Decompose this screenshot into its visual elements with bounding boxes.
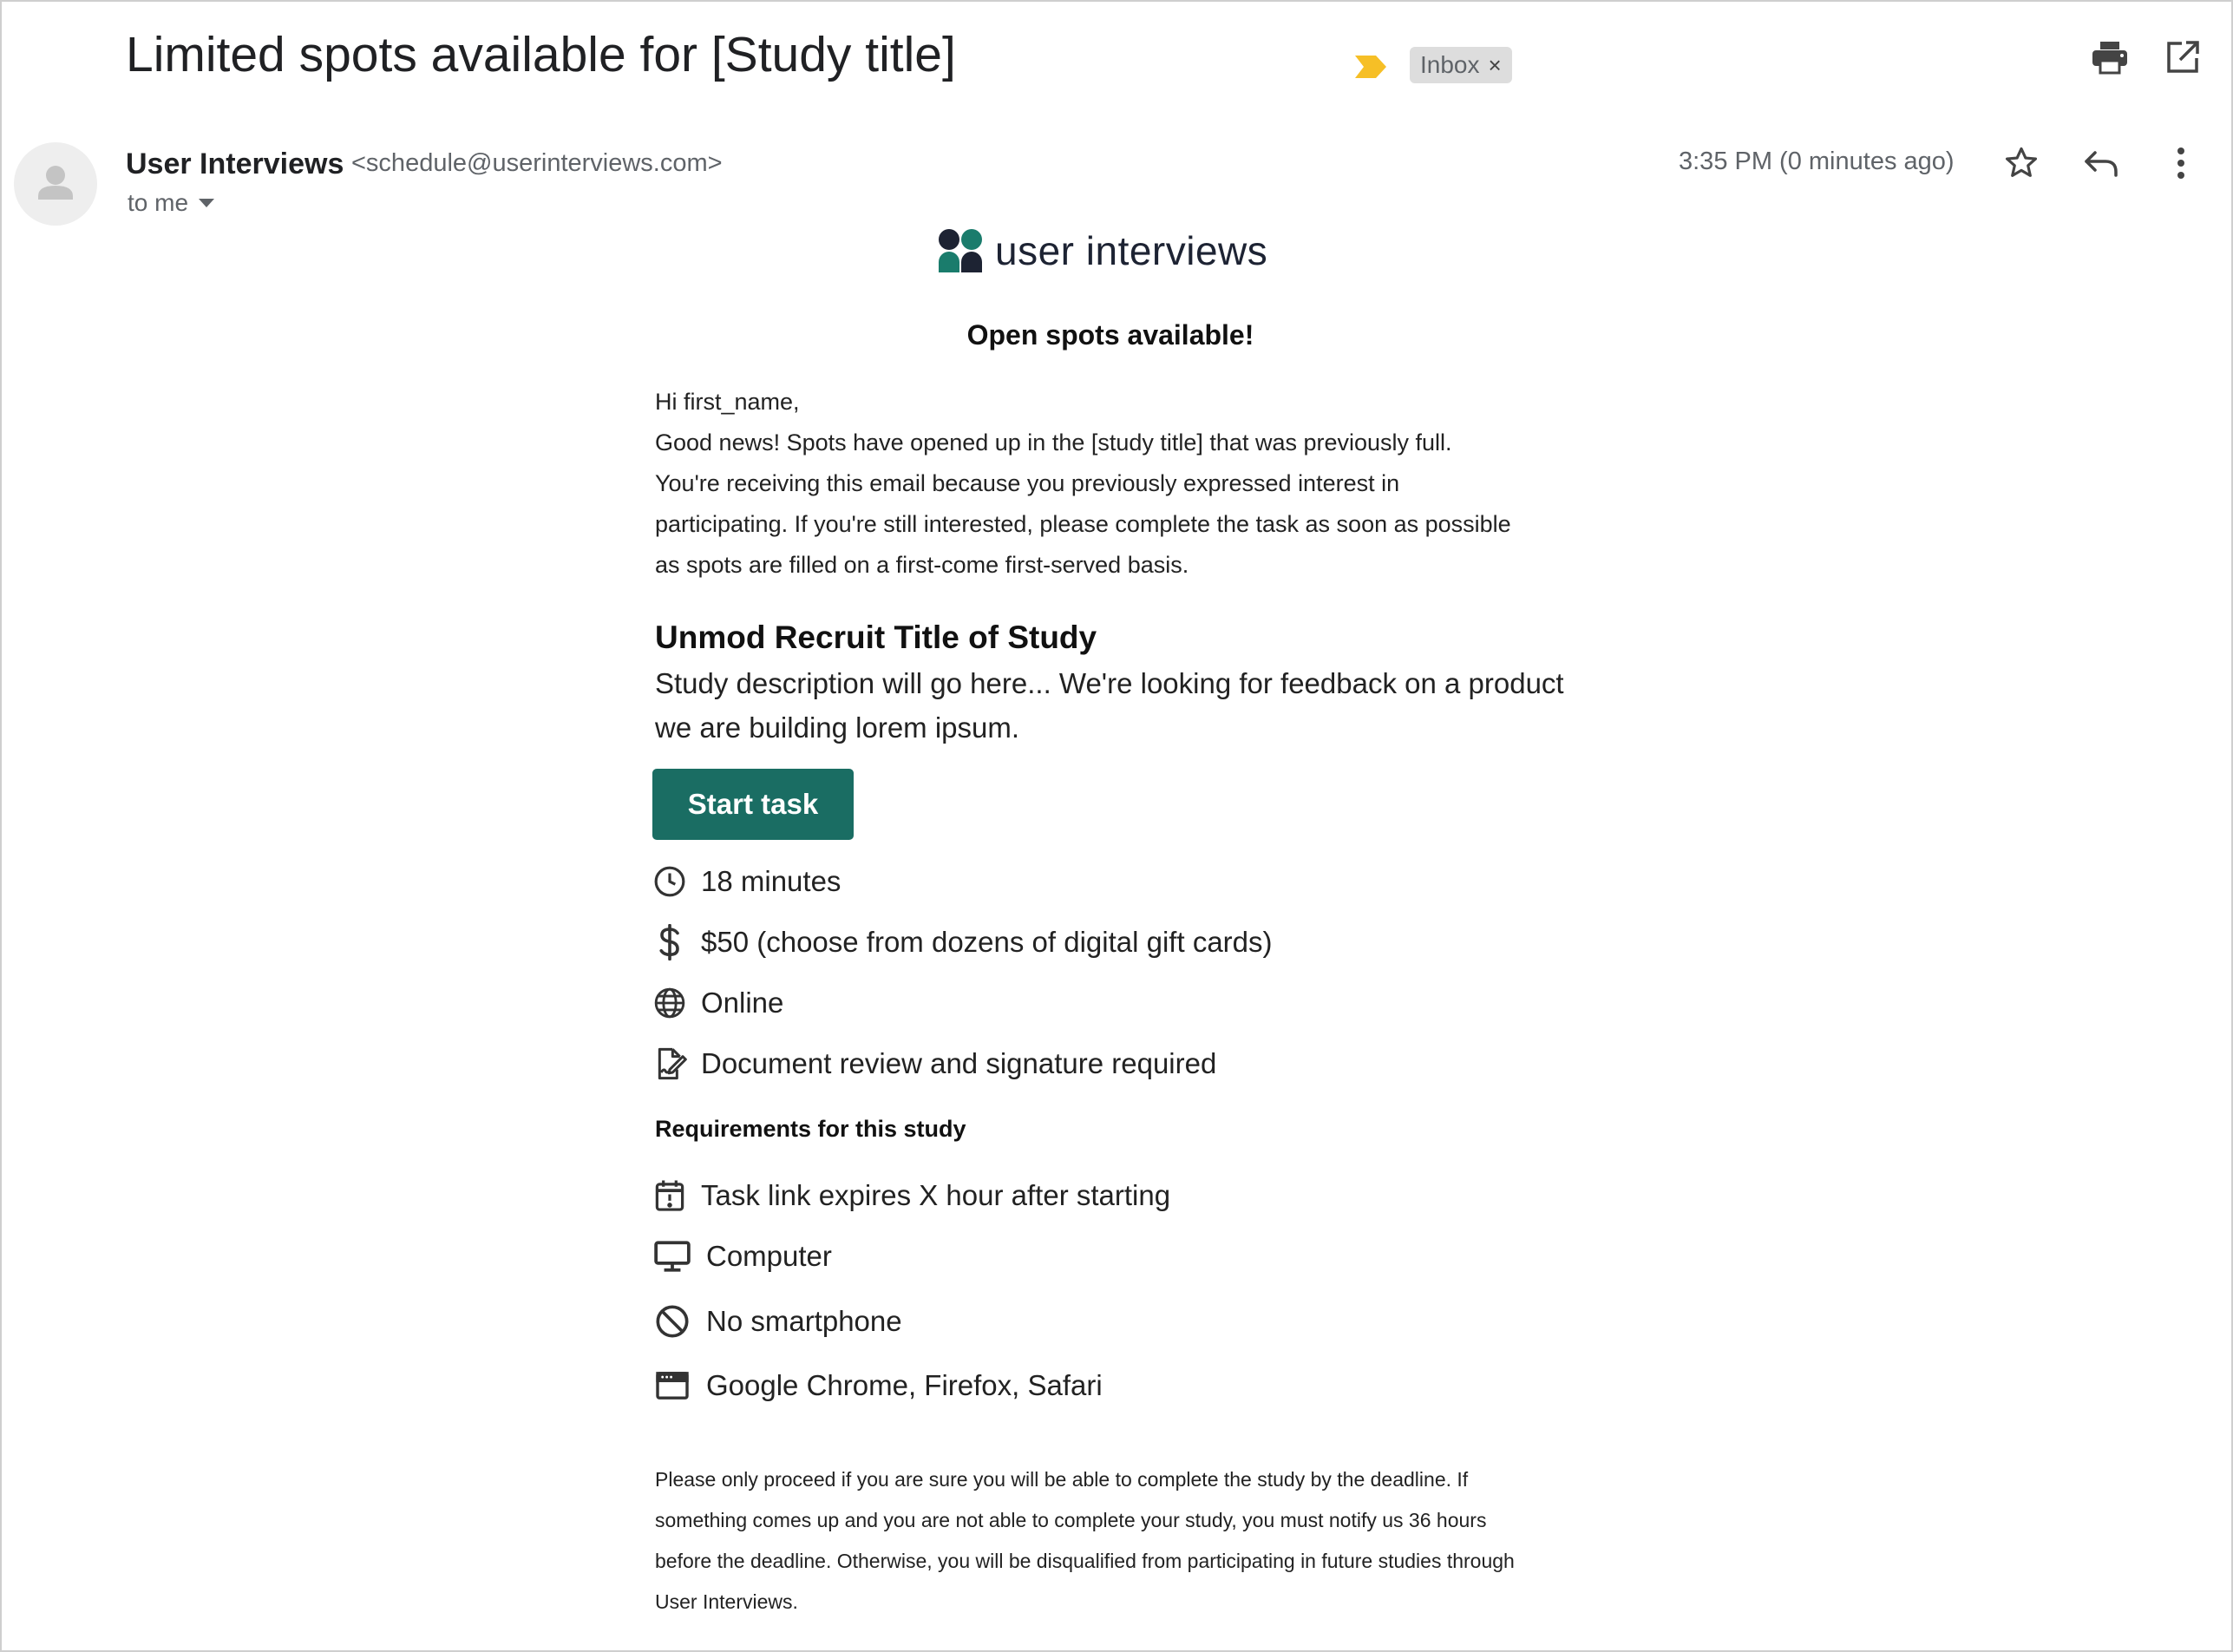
paragraph-line: Good news! Spots have opened up in the [study title] that was previously full. <box>655 429 1452 456</box>
desktop-computer-icon <box>652 1239 692 1274</box>
recipient-label: to me <box>128 189 189 216</box>
requirement-text: No smartphone <box>706 1305 902 1337</box>
detail-text: 18 minutes <box>701 865 841 897</box>
study-description <box>655 661 1566 750</box>
remove-label-icon[interactable]: × <box>1488 51 1502 78</box>
detail-text: Document review and signature required <box>701 1047 1217 1079</box>
globe-icon <box>652 986 687 1020</box>
clock-icon <box>652 864 687 899</box>
requirement-text: Google Chrome, Firefox, Safari <box>706 1369 1103 1401</box>
paragraph-line: You're receiving this email because you previously expressed interest in <box>655 470 1400 496</box>
no-symbol-icon <box>652 1304 692 1339</box>
start-task-button[interactable]: Start task <box>652 769 854 840</box>
requirement-link-expiry <box>652 1178 1170 1213</box>
detail-compensation <box>652 925 1273 960</box>
inbox-label-text: Inbox <box>1420 51 1480 78</box>
logo-mark-icon <box>938 228 983 273</box>
caret-down-icon <box>199 199 214 207</box>
email-intro <box>655 382 1566 586</box>
sender-name: User Interviews <box>126 148 344 180</box>
footer-line: User Interviews. <box>655 1590 798 1613</box>
open-in-new-window-icon[interactable] <box>2160 35 2205 80</box>
paragraph-line: participating. If you're still interested, please complete the task as soon as possible <box>655 511 1511 537</box>
detail-duration <box>652 864 841 899</box>
recipient-details-toggle[interactable] <box>128 189 214 217</box>
study-description-line: we are building lorem ipsum. <box>655 711 1020 744</box>
footer-line: something comes up and you are not able to complete your study, you must notify us 36 hours <box>655 1509 1487 1531</box>
browser-window-icon <box>652 1368 692 1403</box>
requirement-browsers <box>652 1368 1103 1403</box>
more-vertical-icon[interactable] <box>2158 141 2204 186</box>
user-interviews-logo <box>938 227 1267 274</box>
inbox-label-chip <box>1410 47 1512 83</box>
calendar-alert-icon <box>652 1178 687 1213</box>
detail-text: $50 (choose from dozens of digital gift cards) <box>701 926 1273 958</box>
sender-avatar[interactable] <box>14 142 97 226</box>
requirement-text: Task link expires X hour after starting <box>701 1179 1171 1211</box>
default-avatar-icon <box>14 142 97 226</box>
paragraph-line: as spots are filled on a first-come first-served basis. <box>655 552 1189 578</box>
footer-line: Please only proceed if you are sure you will be able to complete the study by the deadline. If <box>655 1468 1469 1491</box>
study-title: Unmod Recruit Title of Study <box>655 620 1097 655</box>
requirement-text: Computer <box>706 1240 832 1272</box>
logo-text: user interviews <box>995 228 1268 273</box>
importance-marker-icon[interactable] <box>1353 54 1388 80</box>
detail-documents <box>652 1046 1216 1081</box>
footer-line: before the deadline. Otherwise, you will be disqualified from participating in future studies through <box>655 1550 1515 1572</box>
email-subject: Limited spots available for [Study title] <box>126 27 956 82</box>
requirements-heading: Requirements for this study <box>655 1116 966 1142</box>
reply-icon[interactable] <box>2079 141 2124 186</box>
star-icon[interactable] <box>1999 141 2044 186</box>
footer-disclaimer <box>655 1459 1575 1622</box>
detail-text: Online <box>701 987 784 1019</box>
requirement-no-smartphone <box>652 1304 902 1339</box>
detail-location <box>652 986 783 1020</box>
sender-email: <schedule@userinterviews.com> <box>351 149 723 177</box>
email-headline: Open spots available! <box>966 319 1254 351</box>
print-icon[interactable] <box>2087 35 2132 80</box>
study-description-line: Study description will go here... We're looking for feedback on a product <box>655 667 1564 699</box>
requirement-device <box>652 1239 832 1274</box>
greeting: Hi first_name, <box>655 389 800 415</box>
dollar-icon <box>652 925 687 960</box>
document-signature-icon <box>652 1046 687 1081</box>
email-timestamp: 3:35 PM (0 minutes ago) <box>1679 148 1955 175</box>
